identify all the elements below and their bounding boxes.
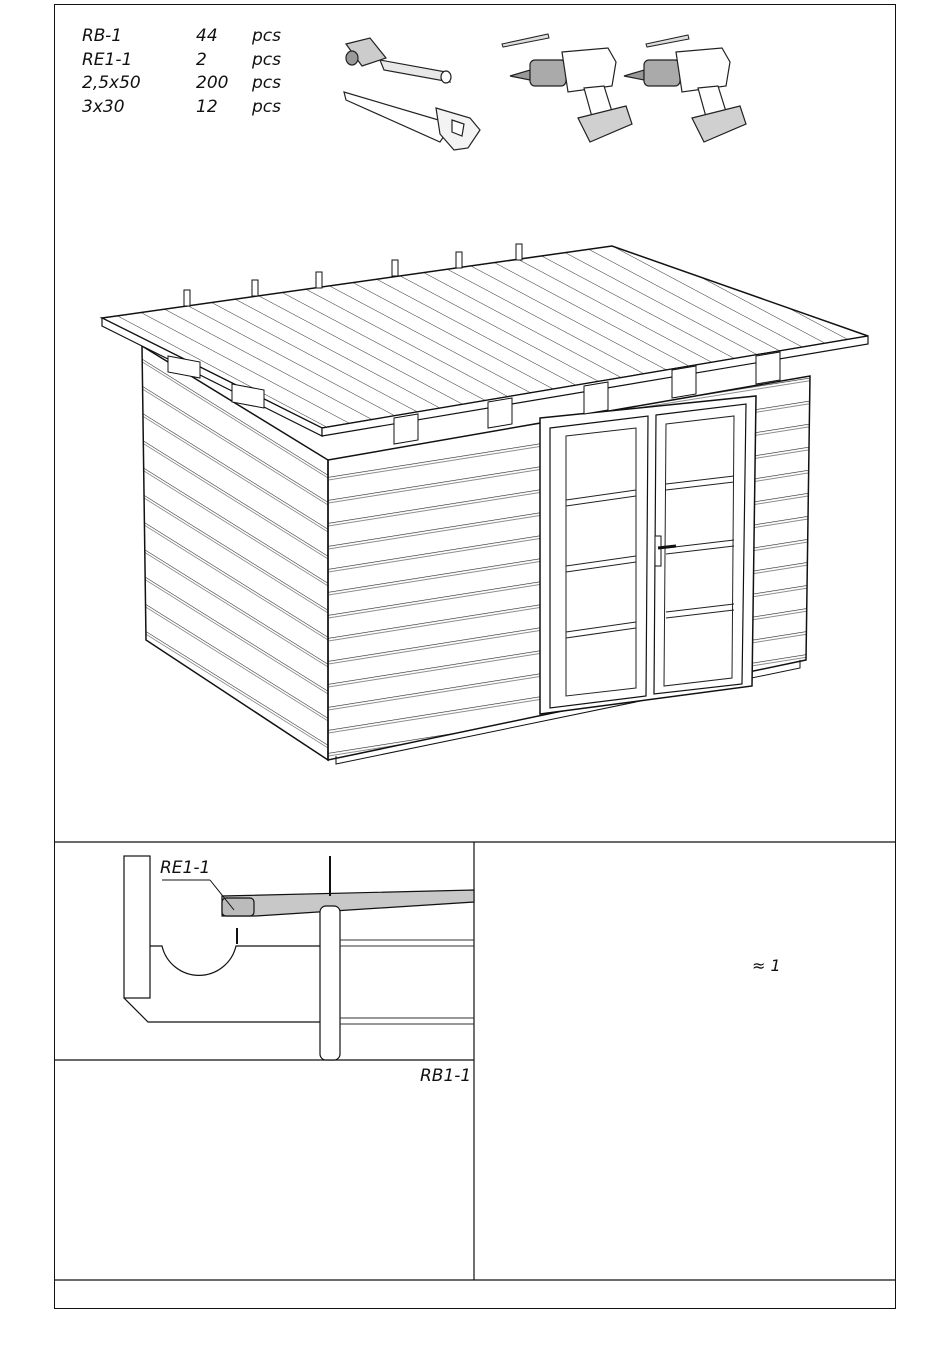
shed-assembly [102, 244, 868, 764]
part-qty: 12 [196, 96, 218, 117]
handsaw-icon [344, 92, 480, 150]
part-code: RE1-1 [82, 49, 133, 70]
screwdriver-bit-icon [646, 35, 689, 47]
hammer-icon [346, 38, 451, 83]
part-code: 2,5x50 [82, 73, 141, 93]
detail-eave-end [124, 856, 474, 1060]
part-qty: 2 [196, 49, 207, 70]
part-code: 3x30 [82, 96, 125, 117]
part-qty: 44 [196, 26, 218, 46]
gap-label: ≈ 1 [752, 956, 781, 975]
part-unit: pcs [252, 73, 281, 93]
re-label: RE1-1 [160, 858, 211, 878]
cordless-drill-icon [510, 48, 632, 142]
double-door [540, 396, 756, 714]
cordless-screwdriver-icon [624, 48, 746, 142]
part-qty: 200 [196, 73, 229, 93]
part-unit: pcs [252, 26, 281, 46]
part-unit: pcs [252, 49, 281, 70]
drill-bit-icon [502, 34, 549, 47]
rb-label: RB1-1 [420, 1066, 472, 1086]
part-code: RB-1 [82, 26, 123, 46]
door-handle-icon [655, 536, 661, 566]
part-unit: pcs [252, 96, 281, 117]
detail-frames [54, 842, 896, 1280]
